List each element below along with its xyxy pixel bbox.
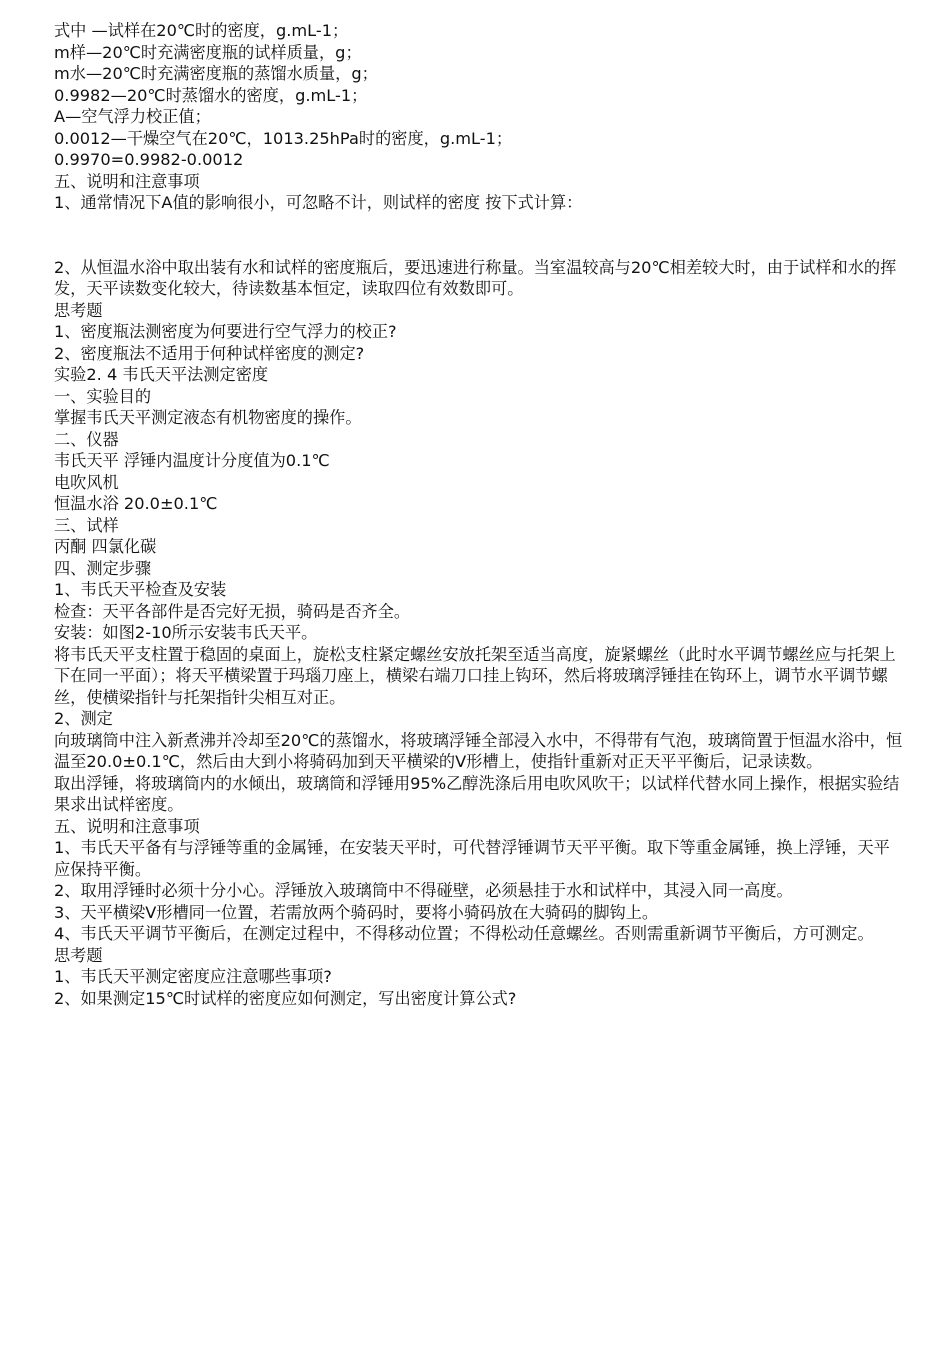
text-line: 式中 —试样在20℃时的密度，g.mL-1；: [54, 21, 349, 40]
text-line: 0.0012—干燥空气在20℃，1013.25hPa时的密度，g.mL-1；: [54, 128, 513, 148]
section-heading: 一、实验目的: [54, 386, 152, 406]
paragraph: 2、取用浮锤时必须十分小心。浮锤放入玻璃筒中不得碰壁，必须悬挂于水和试样中，其浸入同一高度。: [54, 881, 793, 900]
paragraph: 1、韦氏天平备有与浮锤等重的金属锤，在安装天平时，可代替浮锤调节天平平衡。取下等重金属锤，换上浮锤，天平应保持平衡。: [54, 838, 890, 879]
paragraph: 将韦氏天平支柱置于稳固的桌面上，旋松支柱紧定螺丝安放托架至适当高度，旋紧螺丝（此时水平调节螺丝应与托架上下在同一平面）；将天平横梁置于玛瑙刀座上，横梁右端刀口挂上钩环，然后将玻璃浮锤挂在钩环上，调节水平调节螺丝，使横梁指针与托架指针尖相互对正。: [54, 644, 896, 707]
paragraph: 取出浮锤，将玻璃筒内的水倾出，玻璃筒和浮锤用95%乙醇洗涤后用电吹风吹干；以试样代替水同上操作，根据实验结果求出试样密度。: [54, 773, 900, 814]
question: 1、韦氏天平测定密度应注意哪些事项?: [54, 967, 332, 986]
text-line: 韦氏天平 浮锤内温度计分度值为0.1℃: [54, 451, 330, 470]
experiment-title: 实验2. 4 韦氏天平法测定密度: [54, 365, 269, 384]
text-line: 丙酮 四氯化碳: [54, 537, 157, 556]
text-line: 0.9970=0.9982-0.0012: [54, 150, 244, 169]
subsection-heading: 1、韦氏天平检查及安装: [54, 580, 227, 599]
formula-gap: [54, 214, 904, 257]
text-line: 3、天平横梁V形槽同一位置，若需放两个骑码时，要将小骑码放在大骑码的脚钩上。: [54, 902, 659, 922]
section-heading: 五、说明和注意事项: [54, 816, 200, 836]
subsection-heading: 2、测定: [54, 709, 113, 728]
text-line: 恒温水浴 20.0±0.1℃: [54, 494, 218, 513]
text-line: A—空气浮力校正值；: [54, 107, 211, 126]
section-heading: 思考题: [54, 945, 103, 965]
paragraph: 2、从恒温水浴中取出装有水和试样的密度瓶后，要迅速进行称量。当室温较高与20℃相差较大时，由于试样和水的挥发，天平读数变化较大，待读数基本恒定，读取四位有效数即可。: [54, 257, 897, 298]
text-line: 安装：如图2-10所示安装韦氏天平。: [54, 623, 318, 642]
section-heading: 四、测定步骤: [54, 558, 152, 578]
main-text-block: [54, 257, 904, 1010]
text-line: 检查：天平各部件是否完好无损，骑码是否齐全。: [54, 601, 411, 621]
text-line: 掌握韦氏天平测定液态有机物密度的操作。: [54, 408, 362, 427]
section-heading: 思考题: [54, 300, 103, 320]
question: 2、如果测定15℃时试样的密度应如何测定，写出密度计算公式?: [54, 988, 517, 1008]
question: 1、密度瓶法测密度为何要进行空气浮力的校正?: [54, 322, 397, 341]
question: 2、密度瓶法不适用于何种试样密度的测定?: [54, 343, 365, 363]
section-heading: 二、仪器: [54, 429, 119, 449]
text-line: m样—20℃时充满密度瓶的试样质量，g；: [54, 42, 362, 62]
section-heading: 三、试样: [54, 515, 119, 535]
text-line: m水—20℃时充满密度瓶的蒸馏水质量，g；: [54, 64, 378, 83]
section-heading: 五、说明和注意事项: [54, 171, 200, 191]
text-line: 0.9982—20℃时蒸馏水的密度，g.mL-1；: [54, 85, 368, 105]
document-page: [54, 20, 904, 1009]
text-line: 1、通常情况下A值的影响很小，可忽略不计，则试样的密度 按下式计算：: [54, 193, 583, 212]
paragraph: 向玻璃筒中注入新煮沸并冷却至20℃的蒸馏水，将玻璃浮锤全部浸入水中，不得带有气泡，玻璃筒置于恒温水浴中，恒温至20.0±0.1℃，然后由大到小将骑码加到天平横梁的V形槽上，使指针重新对正天平平衡后，记录读数。: [54, 730, 903, 771]
formula-legend-block: [54, 20, 904, 214]
paragraph: 4、韦氏天平调节平衡后，在测定过程中，不得移动位置；不得松动任意螺丝。否则需重新调节平衡后，方可测定。: [54, 924, 874, 943]
text-line: 电吹风机: [54, 472, 119, 492]
